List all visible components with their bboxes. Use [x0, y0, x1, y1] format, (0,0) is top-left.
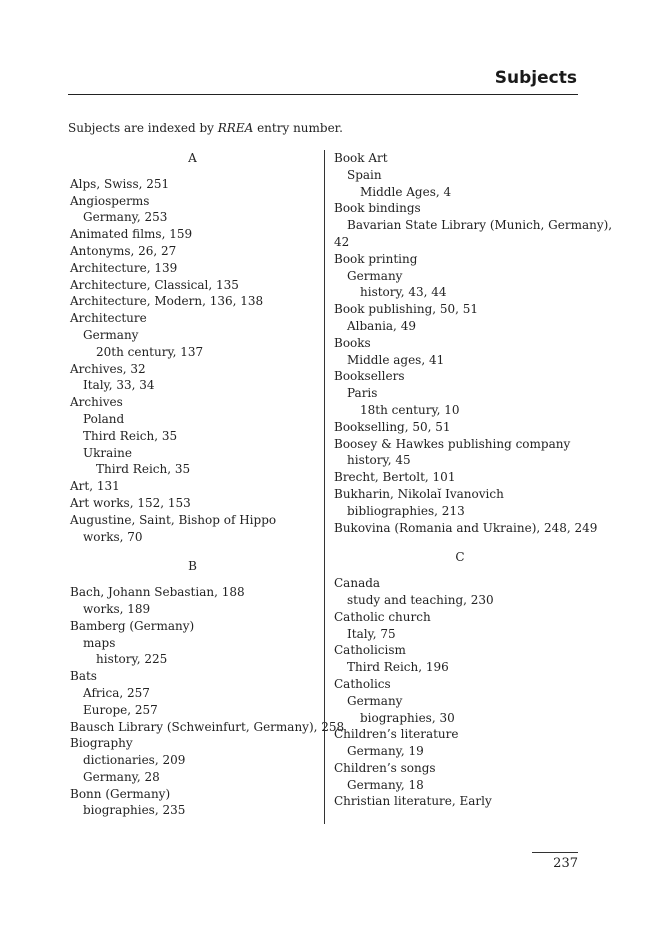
index-entry: dictionaries, 209	[83, 753, 186, 768]
index-entry: Book printing	[334, 251, 418, 266]
index-entry: Bausch Library (Schweinfurt, Germany), 258	[70, 719, 345, 734]
index-entry: Architecture, Modern, 136, 138	[70, 294, 264, 309]
index-column-right	[334, 150, 613, 810]
entry-list-a	[70, 176, 315, 546]
index-entry: study and teaching, 230	[347, 592, 494, 607]
header-rule	[68, 94, 578, 95]
index-entry: Spain	[347, 167, 382, 182]
index-entry: Animated films, 159	[70, 227, 193, 242]
index-entry: Bach, Johann Sebastian, 188	[70, 585, 245, 600]
index-entry: Germany, 253	[83, 210, 168, 225]
page-number: 237	[553, 856, 578, 871]
index-entry: Albania, 49	[347, 318, 416, 333]
index-entry: Catholic church	[334, 609, 431, 624]
index-entry: Books	[334, 335, 371, 350]
intro-italic: RREA	[217, 121, 254, 135]
index-entry: 42	[334, 234, 350, 249]
index-entry: Angiosperms	[70, 193, 150, 208]
index-entry: Book publishing, 50, 51	[334, 302, 479, 317]
index-entry: Third Reich, 35	[96, 462, 191, 477]
index-entry: Architecture, 139	[70, 260, 178, 275]
index-entry: Bukovina (Romania and Ukraine), 248, 249	[334, 520, 598, 535]
index-entry: biographies, 30	[360, 710, 455, 725]
index-entry: Art works, 152, 153	[70, 495, 191, 510]
index-entry: Germany	[347, 693, 403, 708]
index-entry: Archives, 32	[70, 361, 146, 376]
index-entry: Children’s songs	[334, 760, 436, 775]
index-entry: Book bindings	[334, 201, 421, 216]
index-entry: Germany, 28	[83, 769, 160, 784]
index-entry: works, 70	[83, 529, 143, 544]
intro-prefix: Subjects are indexed by	[68, 121, 218, 135]
index-entry: Bavarian State Library (Munich, Germany),	[347, 218, 613, 233]
index-entry: Canada	[334, 576, 381, 591]
index-entry: Bookselling, 50, 51	[334, 419, 451, 434]
index-entry: Catholics	[334, 676, 391, 691]
index-entry: bibliographies, 213	[347, 503, 465, 518]
entry-list-b-left	[70, 584, 345, 819]
index-entry: Middle ages, 41	[347, 352, 445, 367]
index-entry: Alps, Swiss, 251	[70, 176, 170, 191]
index-entry: Germany, 19	[347, 744, 424, 759]
index-entry: Brecht, Bertolt, 101	[334, 470, 456, 485]
index-entry: Europe, 257	[83, 702, 158, 717]
index-entry: Archives	[70, 395, 123, 410]
index-entry: Architecture, Classical, 135	[70, 277, 239, 292]
index-entry: 18th century, 10	[360, 402, 460, 417]
index-entry: history, 43, 44	[360, 285, 447, 300]
index-entry: 20th century, 137	[96, 344, 204, 359]
index-entry: Bats	[70, 669, 97, 684]
footer-rule	[532, 852, 578, 853]
index-entry: history, 45	[347, 453, 411, 468]
index-entry: Paris	[347, 386, 378, 401]
letter-heading-c: C	[455, 550, 465, 565]
index-entry: Bamberg (Germany)	[70, 618, 195, 633]
index-entry: Boosey & Hawkes publishing company	[334, 436, 571, 451]
index-entry: Bonn (Germany)	[70, 786, 171, 801]
index-entry: Poland	[83, 411, 125, 426]
index-entry: Bukharin, Nikolaĭ Ivanovich	[334, 486, 504, 501]
index-entry: Augustine, Saint, Bishop of Hippo	[70, 512, 277, 527]
index-entry: Booksellers	[334, 369, 405, 384]
index-entry: Children’s literature	[334, 727, 459, 742]
index-entry: Middle Ages, 4	[360, 184, 452, 199]
letter-heading-b: B	[188, 559, 197, 574]
index-entry: Germany, 18	[347, 777, 424, 792]
index-entry: Italy, 75	[347, 626, 396, 641]
index-entry: works, 189	[83, 601, 151, 616]
intro-text	[68, 121, 343, 135]
intro-suffix: entry number.	[253, 121, 343, 135]
index-entry: Book Art	[334, 151, 388, 165]
index-entry: Christian literature, Early	[334, 794, 492, 809]
index-entry: Third Reich, 35	[83, 428, 178, 443]
index-entry: biographies, 235	[83, 803, 186, 818]
index-entry: Ukraine	[83, 445, 132, 460]
index-entry: Art, 131	[70, 479, 120, 494]
index-entry: Germany	[347, 268, 403, 283]
letter-heading-a: A	[188, 151, 197, 165]
index-entry: Italy, 33, 34	[83, 378, 155, 393]
index-entry: history, 225	[96, 652, 168, 667]
index-entry: Antonyms, 26, 27	[70, 243, 177, 258]
index-entry: Architecture	[70, 311, 147, 326]
index-entry: Catholicism	[334, 643, 406, 658]
index-entry: Third Reich, 196	[347, 660, 449, 675]
page-title: Subjects	[494, 68, 577, 88]
entry-list-b-right	[334, 150, 613, 536]
index-entry: Germany	[83, 327, 139, 342]
column-divider	[324, 150, 325, 824]
index-entry: maps	[83, 635, 116, 650]
index-entry: Biography	[70, 736, 133, 751]
entry-list-c	[334, 575, 586, 810]
index-entry: Africa, 257	[83, 685, 150, 700]
